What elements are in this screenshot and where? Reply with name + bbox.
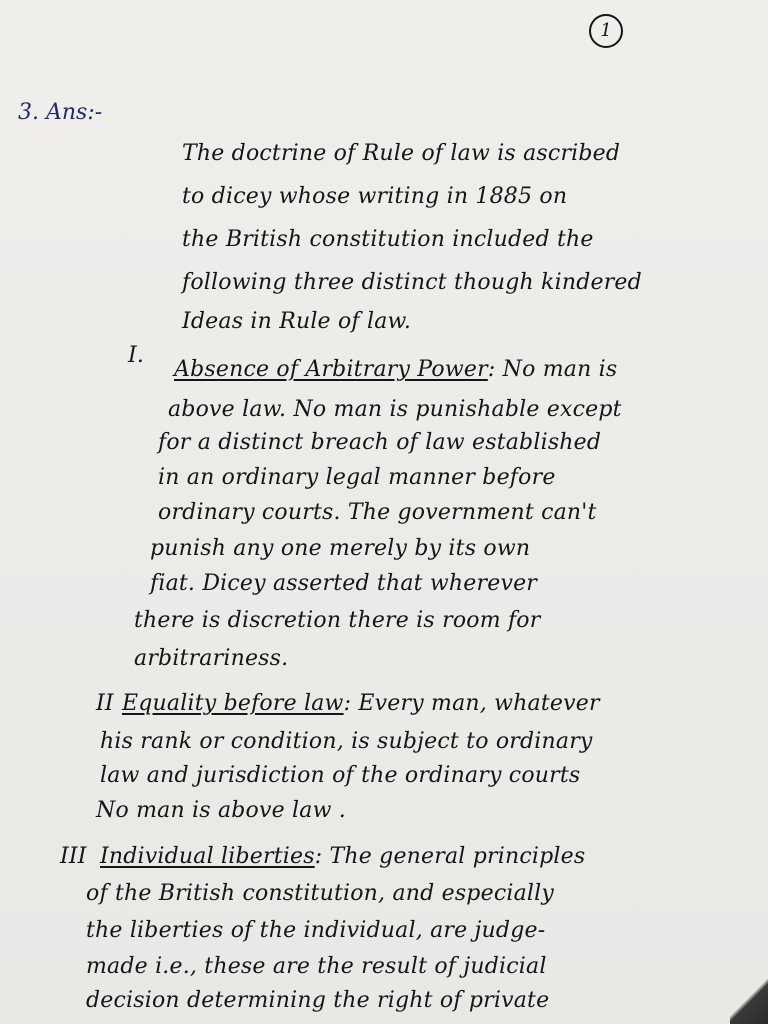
section-heading: Individual liberties (100, 844, 315, 869)
section-numeral: II (96, 691, 114, 716)
intro-line: Ideas in Rule of law. (182, 309, 412, 334)
intro-line: The doctrine of Rule of law is ascribed (182, 141, 621, 166)
section-heading-line (100, 843, 585, 871)
section-heading-line (122, 690, 600, 718)
section-heading-rest: : The general principles (314, 844, 586, 869)
section-line: his rank or condition, is subject to ordinary (100, 729, 593, 754)
section-heading-rest: : Every man, whatever (343, 691, 600, 716)
section-line: the liberties of the individual, are judge- (86, 918, 546, 943)
section-line: ordinary courts. The government can't (158, 500, 597, 525)
page-corner-shadow (730, 978, 768, 1024)
section-line: fiat. Dicey asserted that wherever (150, 571, 538, 596)
section-heading-rest: : No man is (487, 357, 618, 382)
section-heading: Equality before law (122, 691, 344, 716)
question-label: 3. Ans:- (18, 100, 103, 125)
section-line: there is discretion there is room for (134, 608, 541, 633)
section-line: above law. No man is punishable except (168, 397, 622, 422)
section-heading-line (174, 356, 617, 384)
section-heading: Absence of Arbitrary Power (174, 357, 488, 382)
section-line: No man is above law . (96, 798, 347, 823)
intro-line: the British constitution included the (182, 227, 594, 252)
section-line: law and jurisdiction of the ordinary courts (100, 763, 581, 788)
section-line: in an ordinary legal manner before (158, 465, 556, 490)
section-line: punish any one merely by its own (150, 536, 531, 561)
page-number: 1 (589, 14, 623, 48)
section-numeral: III (60, 844, 87, 869)
section-line: of the British constitution, and especially (86, 881, 554, 906)
intro-line: to dicey whose writing in 1885 on (182, 184, 568, 209)
section-line: decision determining the right of private (86, 988, 550, 1013)
intro-line: following three distinct though kindered (182, 270, 642, 295)
section-line: made i.e., these are the result of judicial (86, 954, 547, 979)
section-numeral: I. (128, 343, 145, 368)
section-line: for a distinct breach of law established (158, 430, 602, 455)
section-line: arbitrariness. (134, 646, 289, 671)
